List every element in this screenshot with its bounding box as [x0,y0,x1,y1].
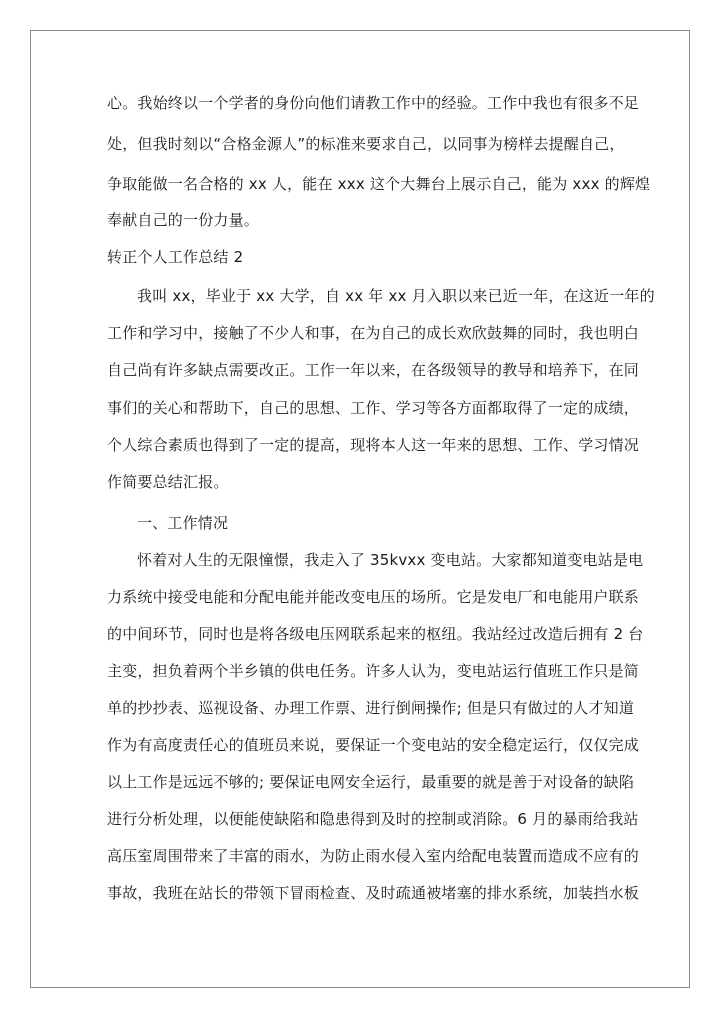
section-title: 转正个人工作总结 2 [107,248,244,266]
body-text-line: 以上工作是远远不够的; 要保证电网安全运行，最重要的就是善于对设备的缺陷 [107,773,635,791]
body-text-line: 进行分析处理，以便能使缺陷和隐患得到及时的控制或消除。6 月的暴雨给我站 [107,810,639,828]
body-text-line: 作为有高度责任心的值班员来说，要保证一个变电站的安全稳定运行，仅仅完成 [107,736,640,754]
body-text-line: 事们的关心和帮助下，自己的思想、工作、学习等各方面都取得了一定的成绩， [107,399,640,417]
paragraph-first-line: 我叫 xx，毕业于 xx 大学，自 xx 年 xx 月入职以来已近一年，在这近一年的 [137,287,655,305]
section-subheading: 一、工作情况 [137,514,229,532]
body-text-line: 的中间环节，同时也是将各级电压网联系起来的枢纽。我站经过改造后拥有 2 台 [107,625,644,643]
body-text-line: 争取能做一名合格的 xx 人，能在 xxx 这个大舞台上展示自己，能为 xxx 的辉煌 [107,175,651,193]
body-text-line: 处，但我时刻以“合格金源人”的标准来要求自己，以同事为榜样去提醒自己， [107,135,625,153]
body-text-line: 自己尚有许多缺点需要改正。工作一年以来，在各级领导的教导和培养下，在同 [107,361,640,379]
body-text-line: 主变，担负着两个半乡镇的供电任务。许多人认为，变电站运行值班工作只是简 [107,662,640,680]
body-text-line: 单的抄抄表、巡视设备、办理工作票、进行倒闸操作; 但是只有做过的人才知道 [107,699,635,717]
body-text-line: 高压室周围带来了丰富的雨水，为防止雨水侵入室内给配电装置而造成不应有的 [107,847,640,865]
body-text-line: 工作和学习中，接触了不少人和事，在为自己的成长欢欣鼓舞的同时，我也明白 [107,324,640,342]
body-text-line: 力系统中接受电能和分配电能并能改变电压的场所。它是发电厂和电能用户联系 [107,588,640,606]
body-text-line: 个人综合素质也得到了一定的提高，现将本人这一年来的思想、工作、学习情况 [107,436,640,454]
body-text-line: 奉献自己的一份力量。 [107,211,260,229]
body-text-line: 心。我始终以一个学者的身份向他们请教工作中的经验。工作中我也有很多不足 [107,94,640,112]
body-text-line: 作简要总结汇报。 [107,473,229,491]
body-text-line: 事故，我班在站长的带领下冒雨检查、及时疏通被堵塞的排水系统，加装挡水板 [107,884,640,902]
paragraph-first-line: 怀着对人生的无限憧憬，我走入了 35kvxx 变电站。大家都知道变电站是电 [137,551,644,569]
